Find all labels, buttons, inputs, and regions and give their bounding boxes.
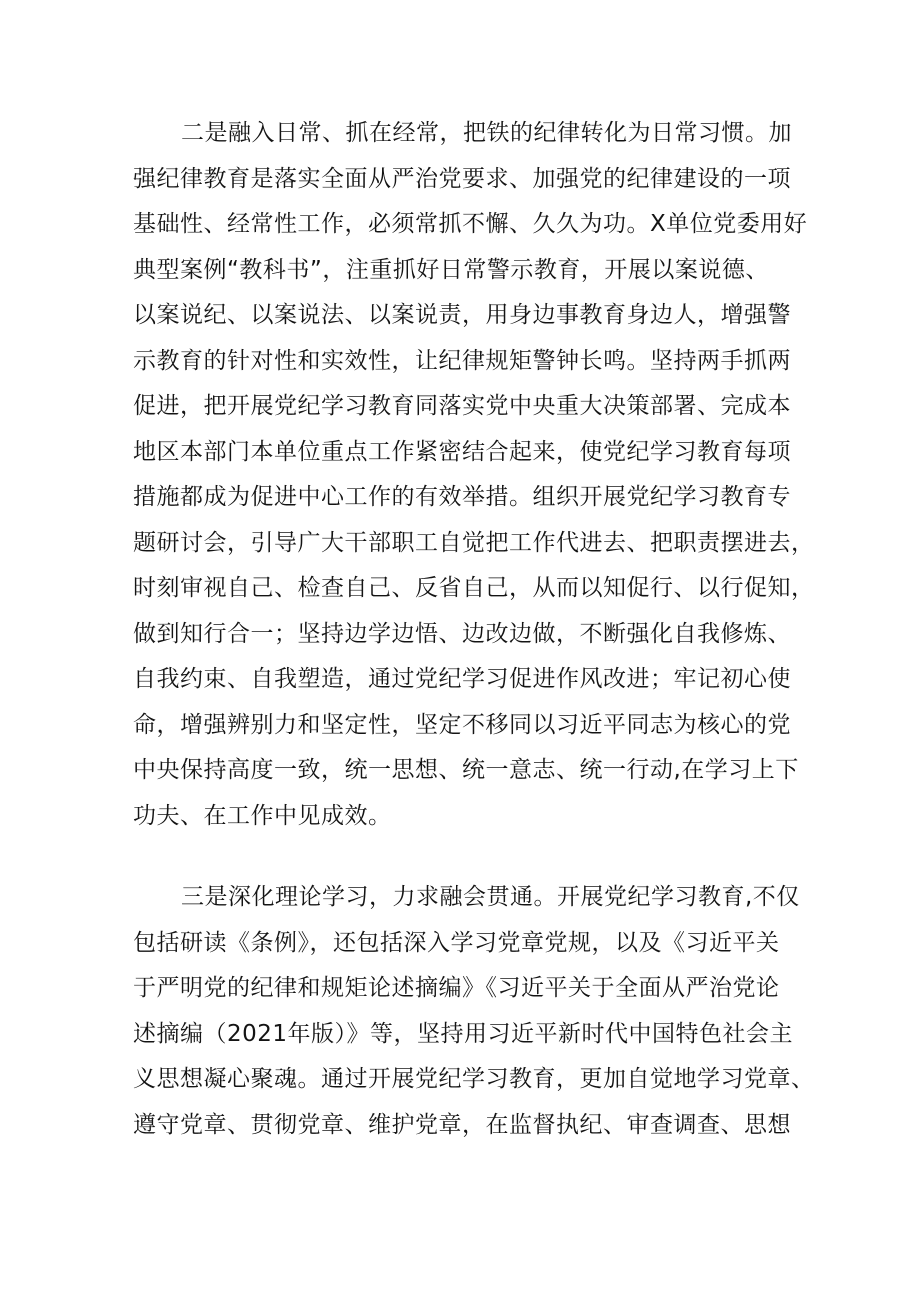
text-line: 包括研读《条例》，还包括深入学习党章党规，以及《习近平关 (133, 929, 780, 956)
paragraph-theory-study (133, 875, 815, 1148)
text-line: 示教育的针对性和实效性，让纪律规矩警钟长鸣。坚持两手抓两 (133, 347, 791, 374)
text-line: 措施都成为促进中心工作的有效举措。组织开展党纪学习教育专 (133, 484, 791, 510)
text-line: 做到知行合一；坚持边学边悟、边改边做，不断强化自我修炼、 (133, 620, 791, 647)
text-line: 基础性、经常性工作，必须常抓不懈、久久为功。X单位党委用好 (133, 211, 808, 237)
text-line: 典型案例“教科书”，注重抓好日常警示教育，开展以案说德、 (133, 256, 769, 283)
text-line: 命，增强辨别力和坚定性，坚定不移同以习近平同志为核心的党 (133, 711, 791, 738)
text-line: 于严明党的纪律和规矩论述摘编》《习近平关于全面从严治党论 (133, 975, 780, 1001)
text-line: 二是融入日常、抓在经常，把铁的纪律转化为日常习惯。加 (181, 120, 792, 146)
paragraph-discipline-habit (133, 111, 815, 839)
text-line: 自我约束、自我塑造，通过党纪学习促进作风改进；牢记初心使 (133, 666, 791, 692)
text-line: 功夫、在工作中见成效。 (133, 802, 392, 829)
text-line: 题研讨会，引导广大干部职工自觉把工作代进去、把职责摆进去， (133, 529, 815, 556)
text-line: 三是深化理论学习，力求融会贯通。开展党纪学习教育,不仅 (181, 884, 800, 910)
text-line: 时刻审视自己、检查自己、反省自己，从而以知促行、以行促知， (133, 575, 815, 601)
text-line: 强纪律教育是落实全面从严治党要求、加强党的纪律建设的一项 (133, 165, 791, 192)
text-line: 述摘编（2021年版）》等，坚持用习近平新时代中国特色社会主 (133, 1020, 794, 1047)
text-line: 地区本部门本单位重点工作紧密结合起来，使党纪学习教育每项 (133, 438, 791, 465)
text-line: 促进，把开展党纪学习教育同落实党中央重大决策部署、完成本 (133, 393, 791, 419)
text-line: 遵守党章、贯彻党章、维护党章，在监督执纪、审查调查、思想 (133, 1111, 791, 1138)
text-line: 义思想凝心聚魂。通过开展党纪学习教育，更加自觉地学习党章、 (133, 1066, 815, 1092)
text-line: 中央保持高度一致，统一思想、统一意志、统一行动,在学习上下 (133, 757, 799, 783)
text-line: 以案说纪、以案说法、以案说责，用身边事教育身边人，增强警 (133, 302, 791, 328)
